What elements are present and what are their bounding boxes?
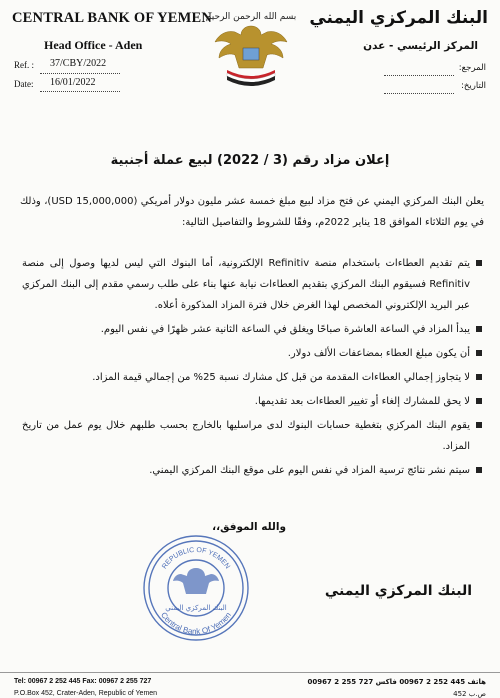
- svg-text:Central Bank Of Yemen: Central Bank Of Yemen: [159, 610, 233, 637]
- closing-phrase: والله الموفق،،: [212, 521, 286, 533]
- intro-paragraph: يعلن البنك المركزي اليمني عن فتح مزاد لبيع مبلغ خمسة عشر مليون دولار أمريكي (15,000,000 USD)، وذلك في يوم الثلاثاء الموافق 18 يناير 2022م، وفقًا للشروط والتفاصيل التالية:: [20, 196, 484, 228]
- bullet-square-icon: [476, 374, 482, 380]
- bullet-square-icon: [476, 326, 482, 332]
- bank-name-ar: البنك المركزي اليمني: [309, 8, 488, 28]
- official-seal-icon: [140, 532, 252, 644]
- bullet-square-icon: [476, 467, 482, 473]
- conditions-list: [22, 253, 484, 484]
- basmala: بسم الله الرحمن الرحيم: [205, 12, 297, 22]
- list-item: لا يتجاوز إجمالي العطاءات المقدمة من قبل كل مشارك نسبة 25% من إجمالي قيمة المزاد.: [22, 367, 484, 388]
- date-label-en: Date:: [14, 79, 34, 89]
- ref-value: 37/CBY/2022: [50, 58, 107, 69]
- office-ar: المركز الرئيسي - عدن: [363, 40, 478, 52]
- ref-label-ar: المرجع:: [458, 63, 486, 73]
- footer-divider: [0, 672, 500, 673]
- list-item: يقوم البنك المركزي بتغطية حسابات البنوك لدى مراسليها بالخارج بحسب طلبهم خلال يوم عمل من تاريخ المزاد.: [22, 415, 484, 457]
- date-label-ar: التاريخ:: [461, 81, 486, 91]
- footer-contact-ar: هاتف 445 252 2 00967 فاكس 727 255 2 00967: [307, 678, 486, 686]
- footer-address-ar: ص.ب 452: [453, 690, 486, 698]
- list-item: أن يكون مبلغ العطاء بمضاعفات الألف دولار.: [22, 343, 484, 364]
- footer-contact-en: Tel: 00967 2 252 445 Fax: 00967 2 255 727: [14, 678, 152, 685]
- signature-bank-name: البنك المركزي اليمني: [324, 583, 472, 599]
- bullet-square-icon: [476, 350, 482, 356]
- date-ar-dotline: [384, 93, 454, 94]
- date-value: 16/01/2022: [50, 77, 96, 88]
- list-item: سيتم نشر نتائج ترسية المزاد في نفس اليوم على موقع البنك المركزي اليمني.: [22, 460, 484, 481]
- footer-address-en: P.O.Box 452, Crater-Aden, Republic of Yemen: [14, 690, 158, 697]
- ref-ar-dotline: [384, 75, 454, 76]
- ref-label-en: Ref. :: [14, 60, 34, 70]
- list-item: لا يحق للمشارك إلغاء أو تغيير العطاءات بعد تقديمها.: [22, 391, 484, 412]
- bullet-square-icon: [476, 398, 482, 404]
- list-item: يبدأ المزاد في الساعة العاشرة صباحًا ويغلق في الساعة الثانية عشر ظهرًا في نفس اليوم.: [22, 319, 484, 340]
- bank-name-en: CENTRAL BANK OF YEMEN: [12, 10, 213, 26]
- list-item: يتم تقديم العطاءات باستخدام منصة Refinitiv الإلكترونية، أما البنوك التي ليس لديها وصول إلى منصة Refinitiv فسيقوم البنك المركزي بتقديم العطاءات نيابة عنها بناء على طلب رسمي مقدم إلى البنك المركزي عبر البريد الإلكتروني المخصص لهذا الغرض خلال فترة المزاد المذكورة أعلاه.: [22, 253, 484, 316]
- announcement-title: إعلان مزاد رقم (3 / 2022) لبيع عملة أجنبية: [110, 153, 390, 168]
- date-dotline: [40, 91, 120, 92]
- yemen-emblem-icon: [205, 8, 297, 90]
- ref-dotline: [40, 73, 120, 74]
- bullet-square-icon: [476, 260, 482, 266]
- svg-text:البنك المركزي اليمني: البنك المركزي اليمني: [165, 604, 227, 612]
- svg-text:REPUBLIC OF YEMEN: REPUBLIC OF YEMEN: [161, 546, 231, 571]
- office-en: Head Office - Aden: [44, 38, 143, 52]
- bullet-square-icon: [476, 422, 482, 428]
